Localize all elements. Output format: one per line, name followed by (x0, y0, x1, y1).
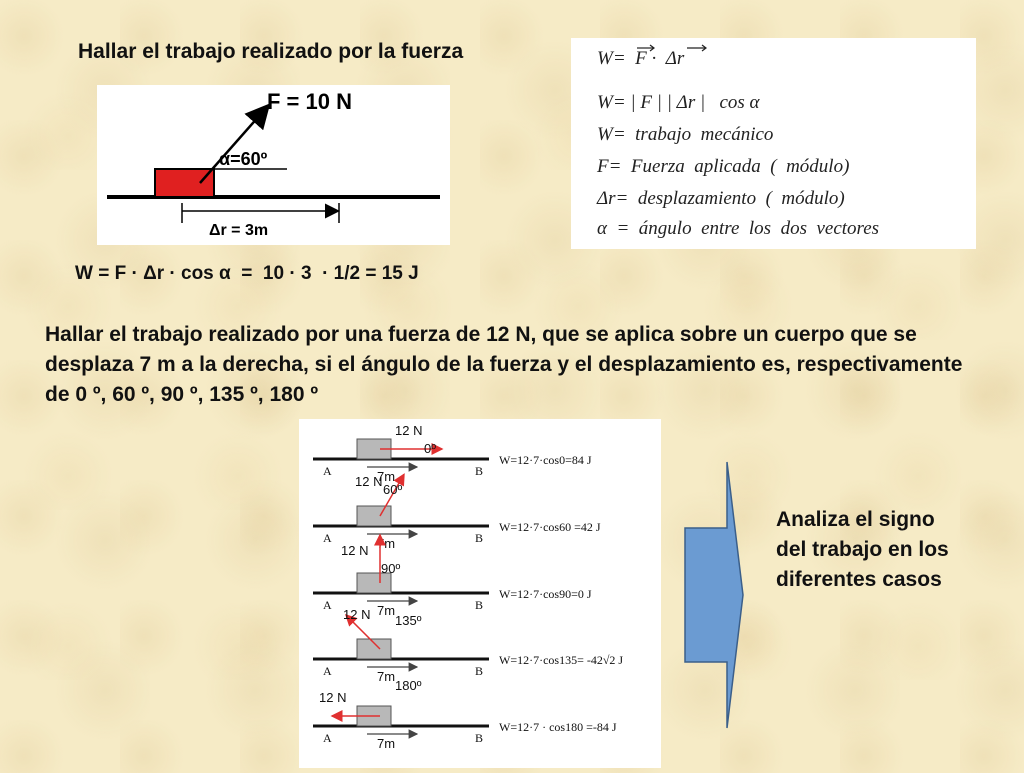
force-vector-arrow (200, 107, 267, 183)
work-equation: W=12·7 · cos180 =-84 J (499, 720, 617, 734)
gray-block (357, 506, 391, 526)
formula-modulus: W= | F | | Δr | cos α (597, 92, 760, 113)
title-work-force: Hallar el trabajo realizado por la fuerza (78, 40, 464, 63)
work-equation: W=12·7·cos0=84 J (499, 453, 592, 467)
point-a-label: A (323, 598, 332, 612)
displacement-label: 7m (377, 469, 396, 484)
force-label: 12 N (319, 690, 347, 705)
formula-box (571, 38, 976, 249)
angle-label: α=60º (219, 149, 268, 169)
example-equation: W = F · Δr · cos α = 10 · 3 · 1/2 = 15 J (75, 263, 419, 284)
displacement-label: 7m (377, 736, 396, 751)
point-b-label: B (475, 531, 484, 545)
analyze-text: Analiza el signo del trabajo en los diferentes casos (776, 508, 949, 591)
gray-block (357, 573, 391, 593)
angle-label: 90º (381, 561, 401, 576)
force-diagram (97, 85, 450, 245)
definition-alpha: α = ángulo entre los dos vectores (597, 218, 880, 239)
cases-svg (299, 419, 661, 768)
force-diagram-svg (97, 85, 450, 245)
point-a-label: A (323, 664, 332, 678)
formula-dot-product: W= F · Δr (597, 48, 685, 69)
problem-statement: Hallar el trabajo realizado por una fuerza de 12 N, que se aplica sobre un cuerpo que se desplaza 7 m a la derecha, si el ángulo de la fuerza y el desplazamiento es, respectivamente de 0 º, 60 º, 90 º, 135 º, 180 º (45, 323, 963, 406)
displacement-label: 7m (377, 536, 396, 551)
point-b-label: B (475, 664, 484, 678)
angle-label: 135º (395, 613, 422, 628)
force-label: 12 N (343, 607, 371, 622)
displacement-label: 7m (377, 669, 396, 684)
point-b-label: B (475, 731, 484, 745)
point-b-label: B (475, 598, 484, 612)
force-label: 12 N (395, 423, 423, 438)
displacement-label: 7m (377, 603, 396, 618)
red-block (155, 169, 214, 197)
force-label: 12 N (355, 474, 383, 489)
displacement-label: Δr = 3m (209, 222, 269, 239)
point-a-label: A (323, 464, 332, 478)
work-equation: W=12·7·cos90=0 J (499, 587, 592, 601)
point-a-label: A (323, 531, 332, 545)
vector-arrows (571, 38, 976, 98)
cases-diagram (299, 419, 661, 768)
work-equation: W=12·7·cos60 =42 J (499, 520, 601, 534)
blue-arrow-shape (683, 460, 745, 730)
definition-w: W= trabajo mecánico (597, 124, 774, 145)
work-equation: W=12·7·cos135= -42√2 J (499, 653, 624, 667)
point-a-label: A (323, 731, 332, 745)
definition-f: F= Fuerza aplicada ( módulo) (597, 156, 850, 177)
force-label: F = 10 N (267, 89, 352, 114)
angle-label: 60º (383, 482, 403, 497)
angle-label: 180º (395, 678, 422, 693)
angle-label: 0º (424, 441, 436, 456)
definition-dr: Δr= desplazamiento ( módulo) (597, 188, 845, 209)
point-b-label: B (475, 464, 484, 478)
force-label: 12 N (341, 543, 369, 558)
